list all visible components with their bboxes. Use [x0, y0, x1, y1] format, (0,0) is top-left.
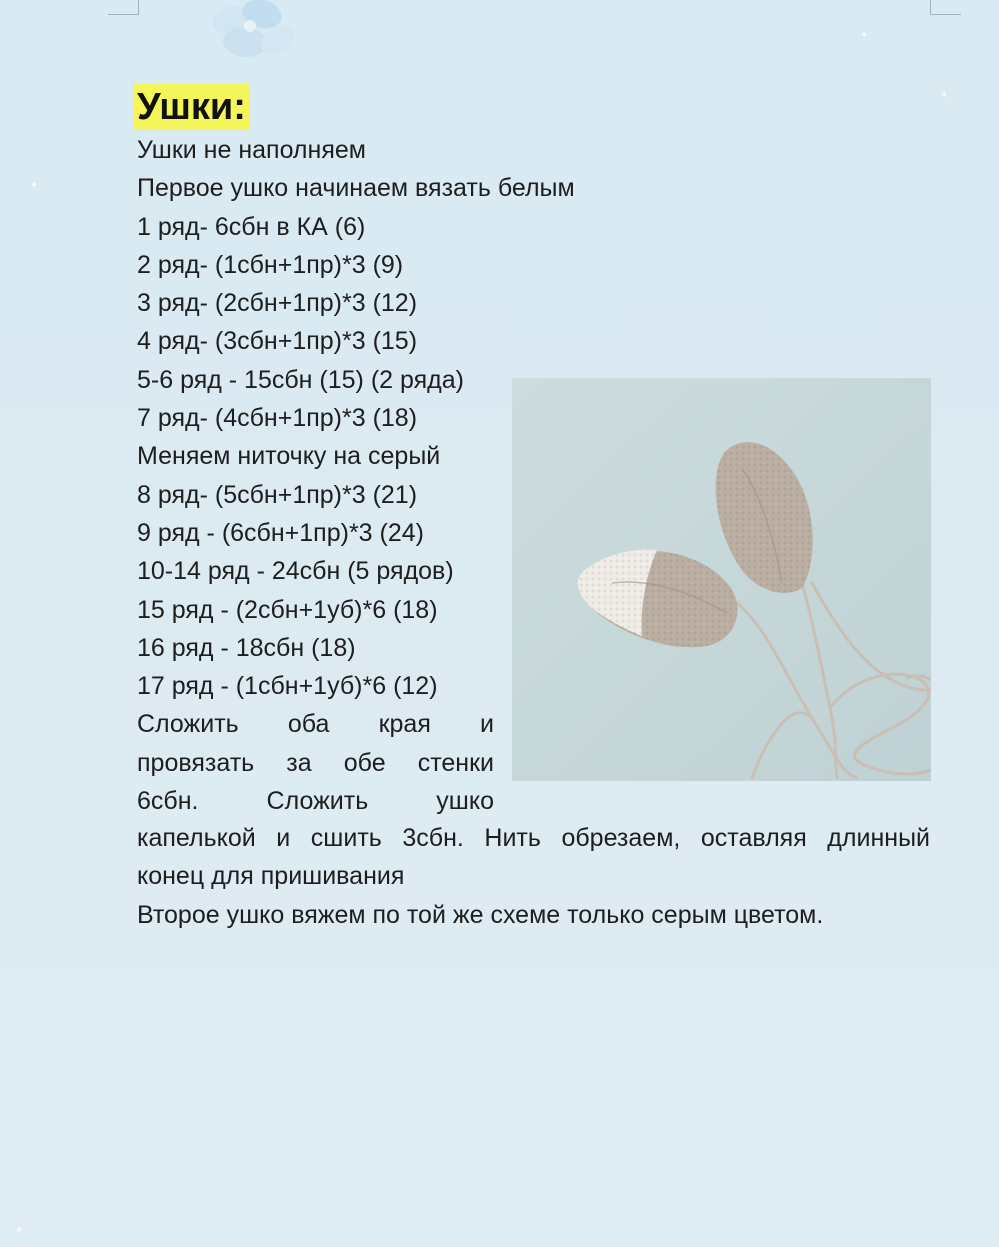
corner-mark-left — [108, 0, 139, 15]
instruction-line: 3 ряд- (2сбн+1пр)*3 (12) — [137, 289, 418, 318]
instruction-line: 8 ряд- (5сбн+1пр)*3 (21) — [137, 480, 418, 509]
instruction-list — [137, 131, 575, 820]
instruction-line: 4 ряд- (3сбн+1пр)*3 (15) — [137, 327, 418, 356]
corner-mark-right — [930, 0, 961, 15]
paragraph-line: конец для пришивания — [137, 862, 405, 891]
sparkle-icon: ✦ — [15, 1225, 24, 1236]
instruction-line: 9 ряд - (6сбн+1пр)*3 (24) — [137, 518, 424, 547]
instruction-line: провязать за обе стенки — [137, 748, 494, 777]
flower-decoration-icon — [200, 0, 310, 80]
section-heading: Ушки: — [133, 84, 250, 130]
instruction-line: 6сбн. Сложить ушко — [137, 787, 494, 816]
instruction-line: 15 ряд - (2сбн+1уб)*6 (18) — [137, 595, 438, 624]
instruction-line: 1 ряд- 6сбн в КА (6) — [137, 212, 366, 241]
paragraph-line: Второе ушко вяжем по той же схеме только серым цветом. — [137, 900, 824, 929]
crochet-ears-image — [512, 378, 931, 781]
instruction-line: 17 ряд - (1сбн+1уб)*6 (12) — [137, 672, 438, 701]
instruction-line: 16 ряд - 18сбн (18) — [137, 633, 356, 662]
sparkle-icon: ✦ — [860, 30, 869, 41]
instruction-line: 5-6 ряд - 15сбн (15) (2 ряда) — [137, 365, 464, 394]
sparkle-icon: ✦ — [30, 180, 39, 191]
crochet-ears-photo — [512, 378, 931, 781]
instruction-line: Ушки не наполняем — [137, 136, 366, 164]
instruction-line: Меняем ниточку на серый — [137, 442, 441, 471]
instruction-line: 10-14 ряд - 24сбн (5 рядов) — [137, 557, 454, 586]
instruction-line: 2 ряд- (1сбн+1пр)*3 (9) — [137, 250, 404, 279]
instruction-line: Сложить оба края и — [137, 710, 494, 739]
instruction-paragraph — [137, 819, 930, 934]
paragraph-line: капелькой и сшить 3сбн. Нить обрезаем, оставляя длинный — [137, 824, 930, 852]
instruction-line: Первое ушко начинаем вязать белым — [137, 174, 575, 203]
instruction-line: 7 ряд- (4сбн+1пр)*3 (18) — [137, 404, 418, 433]
sparkle-icon: ✦ — [940, 90, 949, 101]
